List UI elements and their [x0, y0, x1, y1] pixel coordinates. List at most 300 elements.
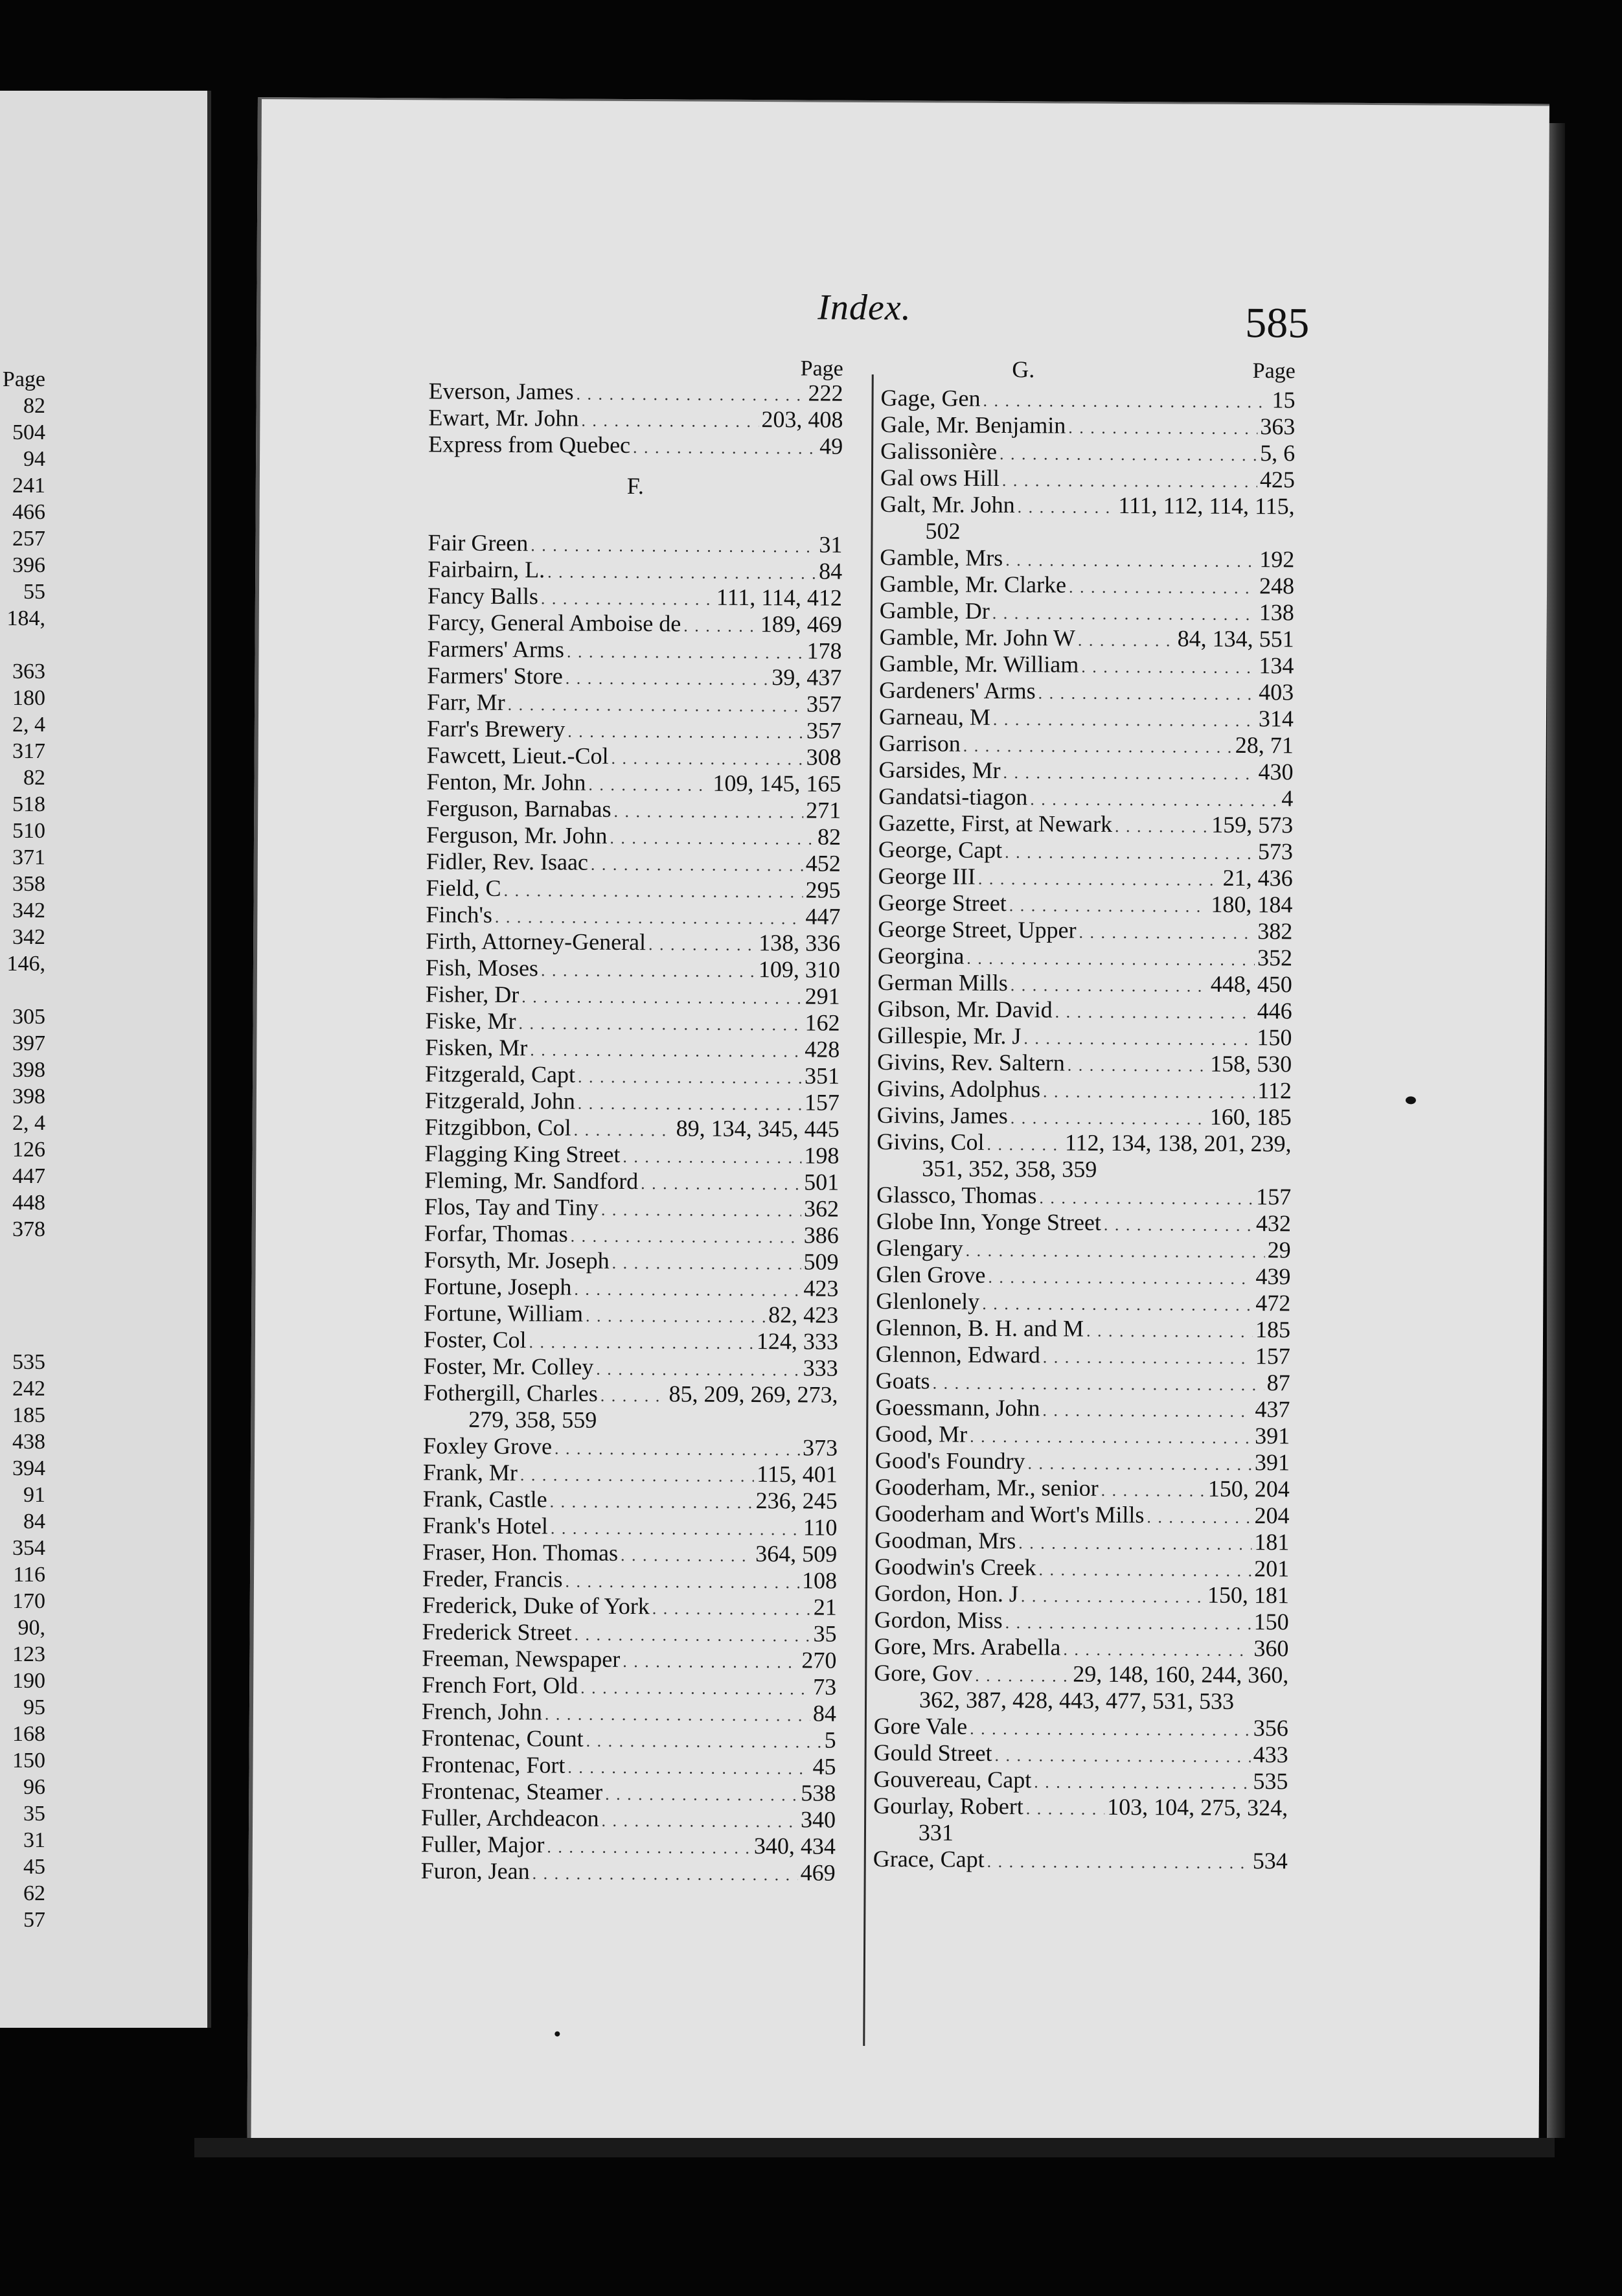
entry-name: Gale, Mr. Benjamin	[880, 411, 1066, 439]
facing-page-number: 510	[12, 819, 45, 843]
entry-name: Givins, Rev. Saltern	[877, 1049, 1065, 1076]
entry-pages: 340	[800, 1806, 836, 1833]
leader-dots	[970, 1716, 1251, 1743]
leader-dots	[613, 798, 803, 826]
entry-name: Gandatsi-tiagon	[878, 783, 1028, 810]
index-entry	[421, 1804, 836, 1833]
facing-page-number	[0, 1269, 45, 1296]
index-entry	[880, 624, 1294, 652]
leader-dots	[1011, 1105, 1207, 1132]
entry-name: Georgina	[877, 943, 965, 969]
leader-dots	[1147, 1504, 1251, 1531]
entry-pages: 446	[1257, 998, 1292, 1024]
entry-pages: 391	[1254, 1449, 1290, 1476]
leader-dots	[1005, 547, 1257, 575]
entry-name: Freeman, Newspaper	[422, 1645, 621, 1672]
index-entry	[878, 943, 1292, 971]
leader-dots	[963, 733, 1233, 761]
entry-name: Givins, Adolphus	[876, 1075, 1041, 1103]
entry-pages: 222	[808, 380, 843, 406]
facing-page-number: 504	[12, 420, 45, 444]
entry-name: Gardeners' Arms	[879, 677, 1036, 704]
index-entry	[424, 1220, 839, 1248]
leader-dots	[1086, 1318, 1253, 1345]
entry-pages: 138, 336	[759, 930, 841, 956]
facing-page-number: 394	[12, 1456, 45, 1480]
index-entry	[876, 1368, 1290, 1396]
index-entry	[880, 411, 1295, 440]
entry-pages: 340, 434	[753, 1833, 836, 1859]
leader-dots	[1003, 759, 1255, 787]
entry-pages: 162	[805, 1009, 840, 1036]
entry-name: Garsides, Mr	[878, 757, 1001, 784]
leader-dots	[508, 691, 805, 719]
entry-name: George Street	[878, 890, 1007, 917]
index-entry	[425, 1007, 840, 1036]
leader-dots	[933, 1370, 1264, 1398]
facing-page-number: 184,	[6, 606, 45, 630]
entry-name: Flagging King Street	[424, 1140, 621, 1167]
index-entry	[428, 609, 842, 637]
index-entry	[877, 1102, 1292, 1131]
facing-page-number: 180	[12, 686, 45, 710]
facing-page-number: 190	[12, 1669, 45, 1693]
entry-name: George III	[878, 863, 976, 890]
entry-name: Fidler, Rev. Isaac	[426, 848, 589, 875]
index-entry	[876, 1235, 1291, 1263]
entry-pages: 89, 134, 345, 445	[676, 1115, 840, 1142]
leader-dots	[1018, 494, 1116, 521]
entry-pages: 352	[1257, 945, 1293, 971]
facing-page-number: 438	[12, 1430, 45, 1454]
running-title: Index.	[817, 287, 911, 328]
index-entry	[422, 1698, 836, 1727]
leader-dots	[1079, 919, 1255, 947]
entry-pages: 573	[1257, 838, 1294, 865]
entry-pages: 469	[800, 1859, 836, 1886]
entry-name: Farmers' Arms	[427, 636, 565, 663]
index-entry	[426, 875, 841, 903]
entry-pages: 356	[1253, 1715, 1288, 1741]
leader-dots	[581, 408, 759, 435]
entry-name: Gourlay, Robert	[873, 1793, 1023, 1820]
entry-pages: 85, 209, 269, 273,	[668, 1381, 838, 1408]
entry-pages: 428	[805, 1036, 840, 1062]
leader-dots	[520, 1462, 755, 1489]
facing-page-number: 168	[12, 1722, 45, 1746]
entry-name: Foxley Grove	[423, 1432, 553, 1460]
facing-page-number: 448	[12, 1191, 45, 1215]
entry-name: Good's Foundry	[874, 1447, 1025, 1475]
entry-pages: 236, 245	[755, 1487, 838, 1514]
leader-dots	[652, 1595, 811, 1622]
entry-name: Frederick, Duke of York	[422, 1592, 650, 1620]
leader-dots	[1104, 1211, 1253, 1239]
index-entry	[422, 1618, 836, 1647]
index-entry	[424, 1193, 839, 1222]
index-entry	[427, 742, 841, 770]
index-entry	[880, 385, 1295, 413]
page-edge-shadow	[1547, 123, 1565, 2138]
entry-pages: 185	[1255, 1316, 1291, 1343]
entry-pages: 509	[803, 1248, 839, 1275]
leader-dots	[1027, 1450, 1252, 1478]
entry-name: Ferguson, Barnabas	[426, 795, 611, 822]
index-entry	[880, 491, 1295, 520]
entry-pages: 447	[805, 903, 841, 930]
index-entry	[423, 1459, 838, 1487]
entry-name: Globe Inn, Yonge Street	[876, 1208, 1102, 1235]
entry-pages: 203, 408	[761, 406, 843, 433]
entry-name: Fisher, Dr	[425, 981, 520, 1008]
entry-pages: 28, 71	[1235, 731, 1294, 759]
index-entry	[880, 571, 1294, 599]
entry-name: Farr, Mr	[427, 689, 505, 716]
entry-pages: 192	[1259, 546, 1295, 573]
entry-pages: 295	[805, 877, 841, 903]
entry-pages: 157	[1255, 1343, 1290, 1370]
entry-pages: 391	[1255, 1423, 1290, 1449]
entry-name: Gould Street	[873, 1739, 992, 1766]
facing-page-number: 146,	[6, 952, 45, 976]
entry-name: Fuller, Archdeacon	[420, 1804, 599, 1831]
leader-dots	[567, 1754, 810, 1782]
leader-dots	[611, 745, 803, 773]
index-entry	[874, 1660, 1288, 1688]
index-entry	[424, 1300, 838, 1328]
index-entry	[426, 928, 840, 956]
facing-page-number: 90,	[17, 1616, 45, 1640]
entry-pages: 82, 423	[768, 1302, 839, 1328]
index-entry	[879, 677, 1294, 706]
leader-dots	[983, 387, 1269, 415]
index-entry	[429, 378, 843, 406]
entry-pages: 158, 530	[1210, 1050, 1292, 1077]
entry-name: Frontenac, Fort	[421, 1751, 565, 1778]
entry-pages: 31	[819, 531, 843, 558]
entry-pages: 138	[1259, 599, 1294, 626]
index-entry	[428, 431, 843, 459]
facing-page-number: 123	[12, 1642, 45, 1666]
leader-dots	[521, 983, 803, 1011]
leader-dots	[1030, 786, 1279, 814]
entry-name: Gamble, Mr. Clarke	[879, 571, 1067, 598]
entry-pages: 4	[1281, 785, 1294, 812]
entry-pages: 160, 185	[1209, 1103, 1292, 1131]
facing-page-number: 84	[23, 1510, 45, 1533]
entry-pages: 103, 104, 275, 324,	[1107, 1793, 1288, 1821]
facing-page-number: 91	[23, 1483, 45, 1507]
entry-name: Glen Grove	[876, 1261, 986, 1288]
facing-page-number: 354	[12, 1536, 45, 1560]
leader-dots	[683, 612, 758, 639]
leader-dots	[1063, 1636, 1251, 1664]
leader-dots	[574, 1622, 810, 1649]
entry-name: Givins, James	[876, 1102, 1008, 1129]
entry-pages: 29, 148, 160, 244, 360,	[1073, 1660, 1289, 1688]
index-entry	[875, 1474, 1290, 1502]
entry-pages-continued: 502	[925, 518, 961, 544]
entry-name: Ferguson, Mr. John	[426, 821, 608, 849]
leader-dots	[966, 1237, 1265, 1265]
entry-name: Frontenac, Steamer	[421, 1778, 603, 1805]
entry-name: Good, Mr	[875, 1421, 968, 1447]
entry-pages: 108	[801, 1567, 838, 1594]
index-entry	[421, 1831, 836, 1859]
entry-name: Gordon, Miss	[874, 1607, 1003, 1634]
entry-pages: 333	[803, 1355, 838, 1381]
index-entry	[877, 1075, 1292, 1104]
entry-name: Fraser, Hon. Thomas	[422, 1539, 619, 1566]
leader-dots	[586, 1728, 822, 1756]
entry-pages: 535	[1253, 1768, 1288, 1795]
entry-pages: 362	[803, 1195, 840, 1222]
index-entry	[876, 1261, 1290, 1290]
index-entry	[427, 715, 841, 744]
entries-e	[428, 378, 843, 459]
index-entry	[425, 1034, 840, 1062]
leader-dots	[1069, 574, 1257, 602]
entry-pages: 382	[1257, 918, 1293, 945]
index-entry	[421, 1751, 836, 1780]
entry-pages: 386	[803, 1222, 839, 1248]
index-entry	[879, 730, 1294, 759]
index-entry	[424, 1140, 839, 1169]
entry-pages: 112, 134, 138, 201, 239,	[1064, 1129, 1292, 1157]
index-entry	[425, 1114, 840, 1142]
leader-dots	[993, 706, 1256, 734]
leader-dots	[610, 825, 815, 853]
leader-dots	[591, 851, 803, 879]
entry-pages: 363	[1260, 413, 1296, 440]
entry-pages: 21	[813, 1594, 837, 1620]
index-entry	[879, 704, 1294, 732]
entries-f	[421, 529, 843, 1886]
leader-dots	[648, 931, 756, 958]
leader-dots	[970, 1423, 1252, 1451]
entry-name: Fancy Balls	[427, 582, 539, 610]
index-entry	[878, 863, 1293, 891]
leader-dots	[504, 877, 803, 905]
facing-page-number: 82	[23, 766, 45, 790]
index-entry	[428, 404, 843, 433]
leader-dots	[588, 772, 710, 799]
entry-pages: 501	[804, 1169, 840, 1195]
entry-pages: 111, 112, 114, 115,	[1118, 492, 1295, 520]
entry-pages: 198	[804, 1142, 840, 1169]
leader-dots	[1055, 998, 1255, 1026]
index-entry	[424, 1353, 838, 1381]
entry-pages: 45	[812, 1753, 836, 1780]
leader-dots	[1005, 839, 1255, 867]
index-entry	[422, 1539, 837, 1567]
facing-page-number: 2, 4	[12, 713, 45, 737]
entry-name: Fair Green	[428, 529, 529, 557]
entry-name: Goodman, Mrs	[874, 1527, 1016, 1554]
entry-pages: 84	[812, 1700, 837, 1727]
entry-name: Gamble, Dr	[879, 597, 990, 624]
entry-pages: 21, 436	[1222, 864, 1293, 891]
entry-name: Gore Vale	[873, 1713, 968, 1739]
index-entry	[876, 1208, 1291, 1237]
entry-name: Fortune, William	[424, 1300, 584, 1327]
leader-dots	[571, 1223, 801, 1251]
entry-name: Goessmann, John	[875, 1394, 1040, 1421]
leader-dots	[966, 945, 1255, 973]
index-entry	[880, 438, 1295, 466]
entry-name: Farmers' Store	[427, 662, 563, 689]
leader-dots	[641, 1170, 801, 1197]
index-entry	[878, 836, 1293, 865]
index-entry	[874, 1527, 1289, 1556]
entry-pages: 373	[802, 1434, 838, 1461]
leader-dots	[567, 718, 804, 746]
entry-name: Forsyth, Mr. Joseph	[424, 1246, 610, 1274]
entry-pages: 201	[1254, 1556, 1290, 1582]
facing-page-number: 342	[12, 925, 45, 949]
entry-pages: 364, 509	[755, 1541, 838, 1567]
entry-pages: 425	[1259, 466, 1296, 493]
index-entry	[880, 465, 1295, 493]
entry-name: Furon, Jean	[420, 1857, 530, 1885]
leader-dots	[633, 434, 817, 461]
index-entry	[878, 810, 1293, 838]
entry-pages: 439	[1255, 1263, 1291, 1290]
entry-pages-continued: 351, 352, 358, 359	[922, 1155, 1097, 1182]
index-entry	[874, 1633, 1288, 1662]
entry-name: Frederick Street	[422, 1618, 572, 1646]
leader-dots	[541, 585, 714, 612]
facing-page-number: 126	[12, 1138, 45, 1162]
entry-pages-continued: 279, 358, 559	[468, 1406, 597, 1433]
entry-pages: 5	[824, 1727, 836, 1753]
entry-name: Fenton, Mr. John	[426, 768, 586, 796]
index-entry	[873, 1766, 1288, 1795]
leader-dots	[578, 1064, 802, 1092]
index-entry	[423, 1486, 838, 1514]
facing-page-number: 150	[12, 1749, 45, 1773]
leader-dots	[600, 1383, 667, 1410]
entry-pages: 538	[801, 1780, 836, 1806]
index-entry	[425, 1087, 840, 1116]
facing-page-fragment	[0, 91, 211, 2028]
entry-name: Gooderham, Mr., senior	[874, 1474, 1099, 1501]
leader-dots	[1023, 1025, 1254, 1053]
index-column-left	[421, 356, 843, 1886]
leader-dots	[565, 665, 770, 693]
entry-pages: 472	[1255, 1290, 1291, 1316]
facing-page-number: 396	[12, 553, 45, 577]
index-entry	[426, 954, 840, 983]
entry-name: French, John	[421, 1698, 543, 1725]
entry-pages: 49	[819, 433, 843, 459]
entry-pages: 35	[813, 1620, 837, 1647]
leader-dots	[1038, 1556, 1251, 1584]
index-entry	[426, 821, 841, 850]
leader-dots	[580, 1675, 810, 1703]
facing-page-numbers	[0, 366, 45, 1933]
entry-pages: 150, 181	[1207, 1581, 1290, 1609]
index-entry	[878, 969, 1292, 998]
entry-pages: 433	[1253, 1741, 1288, 1768]
index-entry	[874, 1713, 1288, 1741]
index-entry	[421, 1778, 836, 1806]
entry-pages: 204	[1254, 1502, 1290, 1529]
leader-dots	[550, 1488, 753, 1516]
index-entry	[426, 768, 841, 797]
index-entry	[427, 689, 841, 717]
leader-dots	[547, 558, 816, 586]
entry-name: Forfar, Thomas	[424, 1220, 568, 1247]
column-page-header: Page	[1252, 359, 1296, 384]
entry-name: Glennon, Edward	[875, 1341, 1040, 1368]
index-page	[247, 97, 1549, 2146]
entry-name: Fisken, Mr	[425, 1034, 528, 1061]
facing-page-number	[0, 1243, 45, 1269]
leader-dots	[605, 1781, 798, 1809]
entry-name: Fleming, Mr. Sandford	[424, 1167, 639, 1195]
facing-page-number: 242	[12, 1377, 45, 1401]
index-entry	[424, 1246, 838, 1275]
entry-name: Garrison	[878, 730, 961, 757]
entry-pages: 150	[1253, 1609, 1289, 1635]
entry-name: Foster, Col	[423, 1326, 527, 1353]
leader-dots	[554, 1435, 800, 1463]
index-entry	[880, 544, 1294, 573]
leader-dots	[574, 1276, 801, 1304]
leader-dots	[601, 1197, 801, 1224]
entry-pages: 357	[806, 691, 842, 717]
entry-name: Gore, Gov	[874, 1660, 973, 1686]
entry-name: Express from Quebec	[428, 431, 631, 459]
entry-name: Fawcett, Lieut.-Col	[426, 742, 609, 769]
entry-pages: 430	[1258, 759, 1294, 785]
entry-name: Frank, Castle	[422, 1486, 547, 1513]
entry-name: Foster, Mr. Colley	[423, 1353, 594, 1380]
index-entry	[422, 1645, 836, 1673]
entry-pages: 189, 469	[760, 611, 842, 637]
index-entry	[426, 848, 841, 877]
entry-name: Glassco, Thomas	[876, 1182, 1037, 1209]
facing-page-number: 96	[23, 1775, 45, 1799]
index-entry	[426, 901, 840, 930]
index-entry	[874, 1607, 1289, 1635]
leader-dots	[992, 600, 1257, 628]
ink-spot	[554, 2031, 560, 2036]
leader-dots	[612, 1250, 801, 1278]
entry-pages: 452	[805, 850, 841, 877]
leader-dots	[574, 1117, 674, 1144]
entry-name: Frank, Mr	[422, 1459, 518, 1486]
entry-name: Galt, Mr. John	[880, 491, 1015, 518]
entry-name: Gamble, Mrs	[880, 544, 1003, 571]
entry-pages: 150, 204	[1207, 1475, 1290, 1502]
entry-name: Gage, Gen	[880, 385, 981, 411]
entry-pages: 159, 573	[1211, 811, 1294, 838]
facing-page-number: 55	[23, 580, 45, 604]
facing-page-number: 397	[12, 1031, 45, 1055]
leader-dots	[601, 1808, 798, 1835]
entry-pages: 109, 145, 165	[713, 770, 841, 797]
entry-pages: 178	[806, 637, 842, 664]
entry-name: Gouvereau, Capt	[873, 1766, 1032, 1793]
index-entry	[422, 1725, 836, 1753]
entry-name: German Mills	[877, 969, 1008, 996]
entry-pages: 5, 6	[1260, 440, 1296, 466]
leader-dots	[529, 1329, 754, 1357]
section-letter-f: F.	[626, 472, 645, 499]
index-entry	[424, 1273, 838, 1302]
